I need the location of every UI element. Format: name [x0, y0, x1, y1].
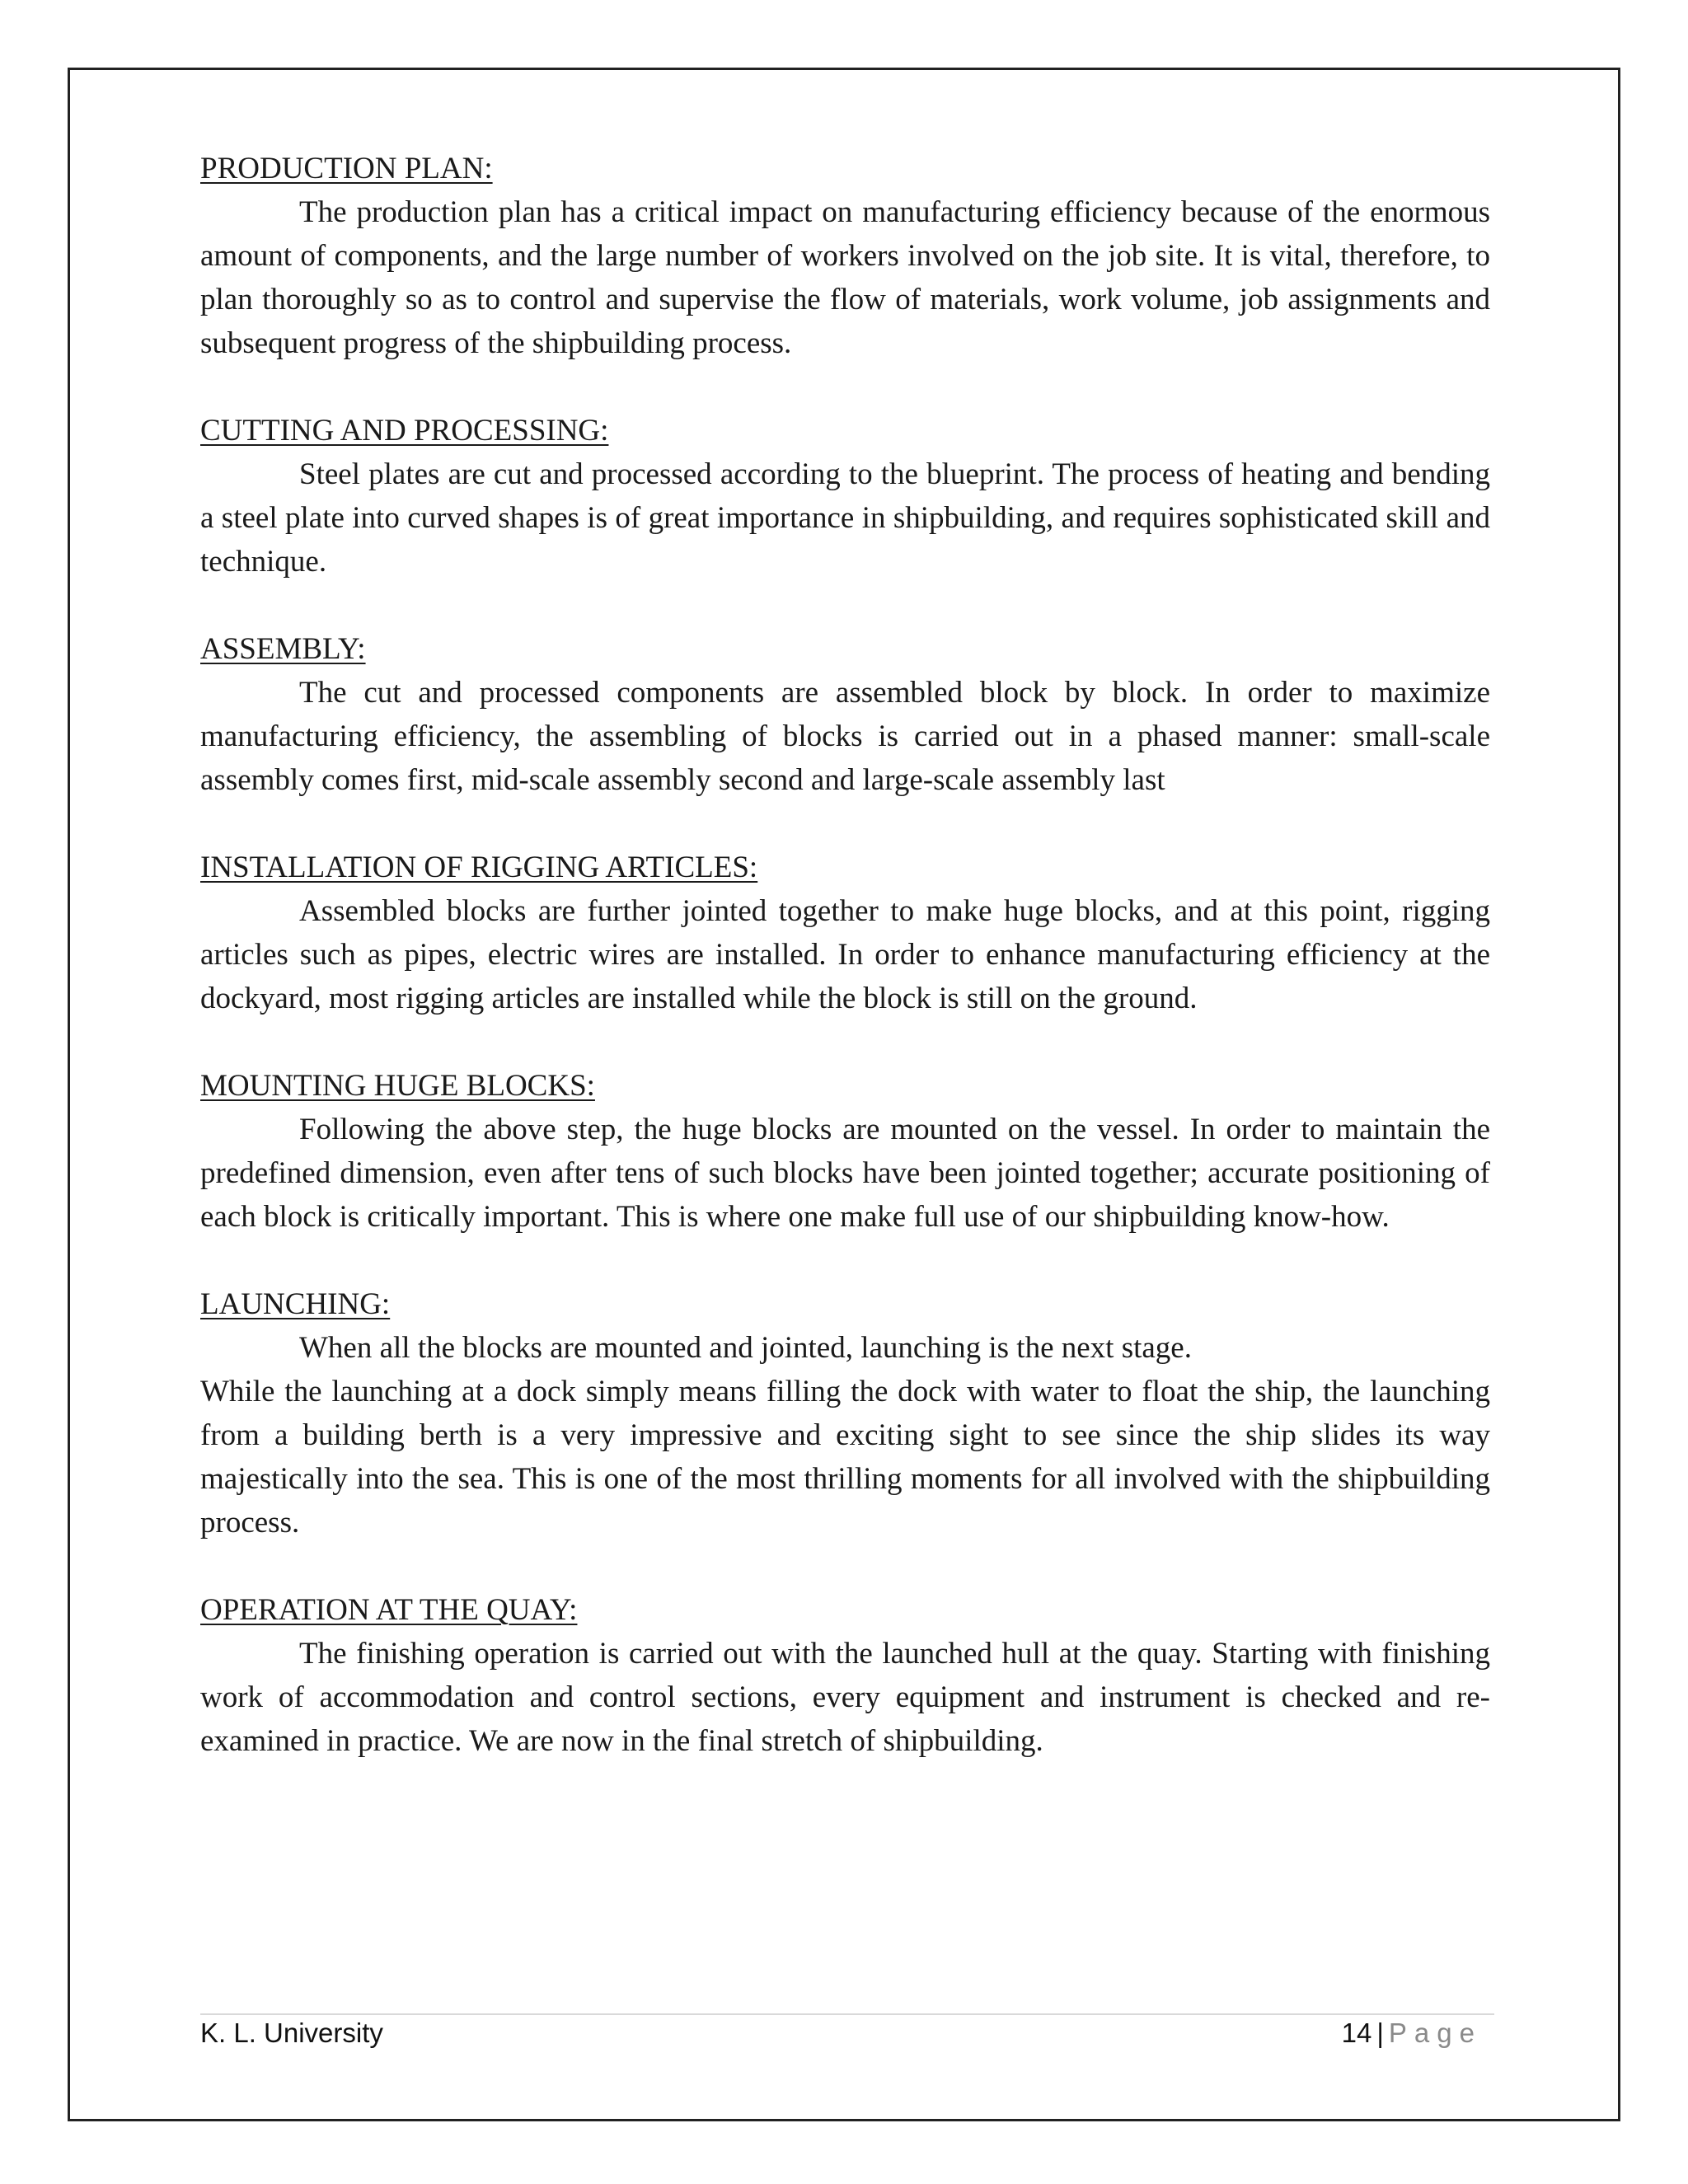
section-paragraph: While the launching at a dock simply means filling the dock with water to float the ship, the launching from a building berth is a very impressive and exciting sight to see since the ship slides its way majestically into the sea. This is one of the most thrilling moments for all involved with the shipbuilding process.	[200, 1375, 1490, 1540]
section-paragraph: The cut and processed components are assembled block by block. In order to maximize manufacturing efficiency, the assembling of blocks is carried out in a phased manner: small-scale assembly comes first, mid-scale assembly second and large-scale assembly last	[200, 676, 1490, 797]
section-heading: INSTALLATION OF RIGGING ARTICLES:	[200, 851, 758, 884]
footer-institution: K. L. University	[200, 2018, 383, 2048]
section-heading: OPERATION AT THE QUAY:	[200, 1593, 578, 1627]
footer-separator: |	[1376, 2018, 1384, 2048]
section-heading: LAUNCHING:	[200, 1287, 391, 1321]
section-cutting-and-processing	[200, 409, 1490, 583]
section-heading: CUTTING AND PROCESSING:	[200, 414, 609, 448]
section-paragraph: The production plan has a critical impact on manufacturing efficiency because of the enormous amount of components, and the large number of workers involved on the job site. It is vital, therefore, to plan thoroughly so as to control and supervise the flow of materials, work volume, job assignments and subsequent progress of the shipbuilding process.	[200, 195, 1490, 360]
section-assembly	[200, 627, 1490, 802]
section-launching	[200, 1282, 1490, 1544]
section-heading: MOUNTING HUGE BLOCKS:	[200, 1069, 595, 1103]
section-paragraph: The finishing operation is carried out with the launched hull at the quay. Starting with finishing work of accommodation and control sections, every equipment and instrument is checked and re-examined in practice. We are now in the final stretch of shipbuilding.	[200, 1637, 1490, 1758]
section-operation-at-the-quay	[200, 1588, 1490, 1763]
section-production-plan	[200, 147, 1490, 365]
section-paragraph: Steel plates are cut and processed according to the blueprint. The process of heating and bending a steel plate into curved shapes is of great importance in shipbuilding, and requires sophisticated skill and technique.	[200, 457, 1490, 579]
page-number: 14	[1341, 2018, 1372, 2048]
section-paragraph: Following the above step, the huge blocks are mounted on the vessel. In order to maintain the predefined dimension, even after tens of such blocks have been jointed together; accurate positioning of each block is critically important. This is where one make full use of our shipbuilding know-how.	[200, 1113, 1490, 1234]
section-heading: ASSEMBLY:	[200, 632, 366, 666]
section-mounting-huge-blocks	[200, 1064, 1490, 1239]
document-body	[200, 147, 1490, 1807]
section-paragraph: When all the blocks are mounted and jointed, launching is the next stage.	[299, 1331, 1192, 1365]
section-paragraph: Assembled blocks are further jointed together to make huge blocks, and at this point, rigging articles such as pipes, electric wires are installed. In order to enhance manufacturing efficiency at the dockyard, most rigging articles are installed while the block is still on the ground.	[200, 894, 1490, 1015]
section-heading: PRODUCTION PLAN:	[200, 152, 493, 185]
page-label: Page	[1388, 2018, 1482, 2048]
footer-rule	[200, 2013, 1494, 2015]
section-installation-of-rigging-articles	[200, 846, 1490, 1020]
footer-page-number-block	[1342, 2013, 1482, 2053]
